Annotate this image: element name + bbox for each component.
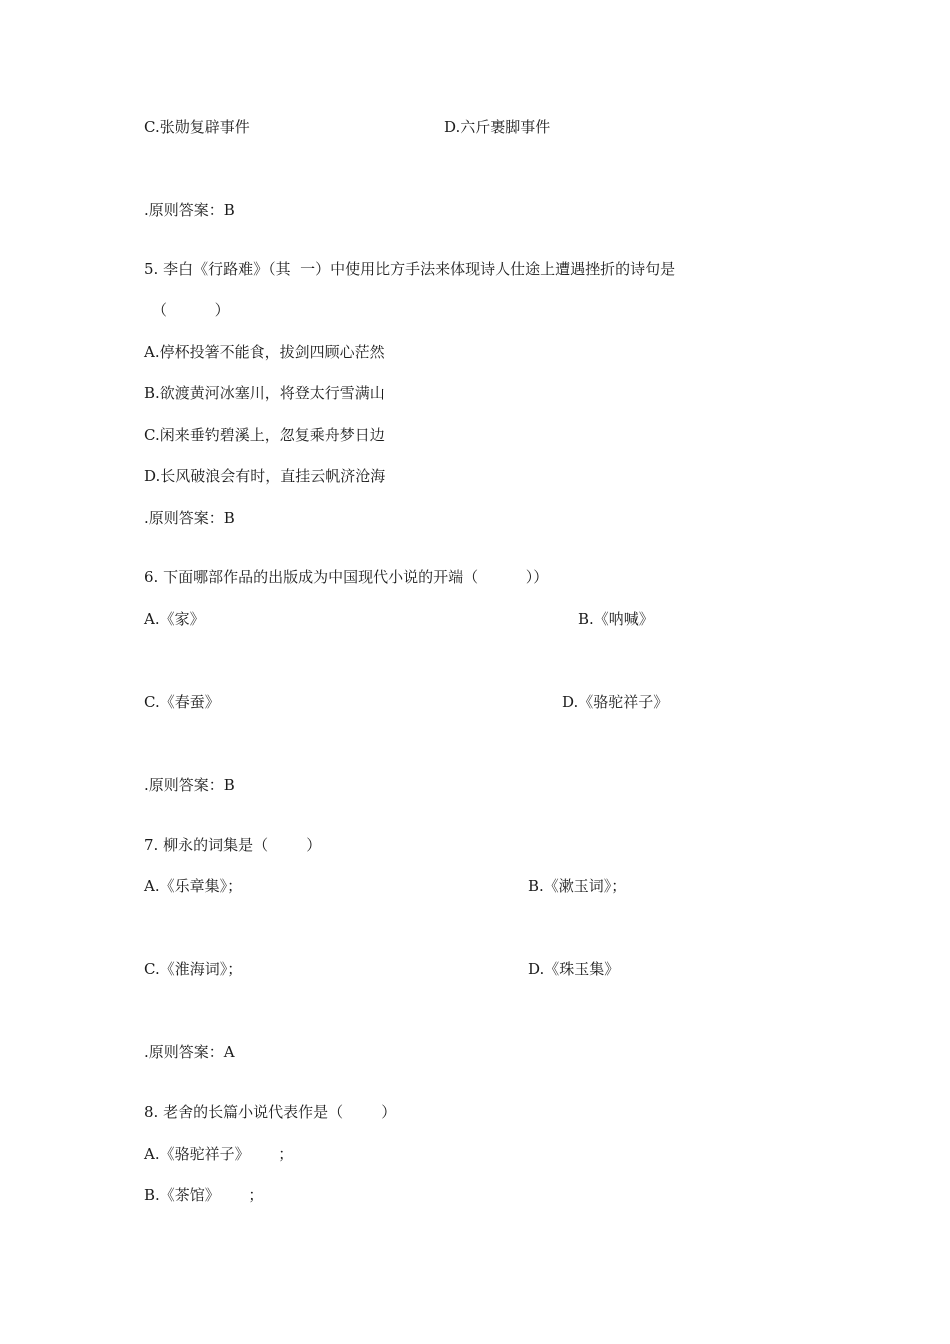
q5-option-a: A.停杯投箸不能食，拔剑四顾心茫然 (144, 343, 385, 361)
q5-stem-line1: 5. 李白《行路难》（其 一）中使用比方手法来体现诗人仕途上遭遇挫折的诗句是 (144, 260, 676, 278)
q6-option-b: B.《呐喊》 (578, 610, 654, 628)
q4-option-c: C.张勋复辟事件 (144, 118, 250, 136)
q8-option-a: A.《骆驼祥子》 ； (144, 1145, 294, 1163)
q6-option-c: C.《春蚕》 (144, 693, 220, 711)
q6-option-d: D.《骆驼祥子》 (562, 693, 669, 711)
q8-stem: 8. 老舍的长篇小说代表作是（ ） (144, 1103, 397, 1121)
q6-option-a: A.《家》 (144, 610, 205, 628)
q7-option-d: D.《珠玉集》 (528, 960, 620, 978)
q5-option-c: C.闲来垂钓碧溪上，忽复乘舟梦日边 (144, 426, 385, 444)
q7-stem: 7. 柳永的词集是（ ） (144, 836, 322, 854)
q7-answer: .原则答案：A (144, 1043, 235, 1061)
q5-answer: .原则答案：B (144, 509, 235, 527)
q6-stem: 6. 下面哪部作品的出版成为中国现代小说的开端（ ）） (144, 568, 549, 586)
q6-answer: .原则答案：B (144, 776, 235, 794)
q5-option-d: D.长风破浪会有时，直挂云帆济沧海 (144, 467, 386, 485)
q7-option-c: C.《淮海词》； (144, 960, 243, 978)
q4-answer: .原则答案：B (144, 201, 235, 219)
q7-option-a: A.《乐章集》； (144, 877, 243, 895)
q7-option-b: B.《漱玉词》； (528, 877, 627, 895)
q5-option-b: B.欲渡黄河冰塞川，将登太行雪满山 (144, 384, 385, 402)
q5-stem-line2: （ ） (152, 301, 230, 319)
q8-option-b: B.《茶馆》 ； (144, 1186, 264, 1204)
q4-option-d: D.六斤裹脚事件 (444, 118, 551, 136)
